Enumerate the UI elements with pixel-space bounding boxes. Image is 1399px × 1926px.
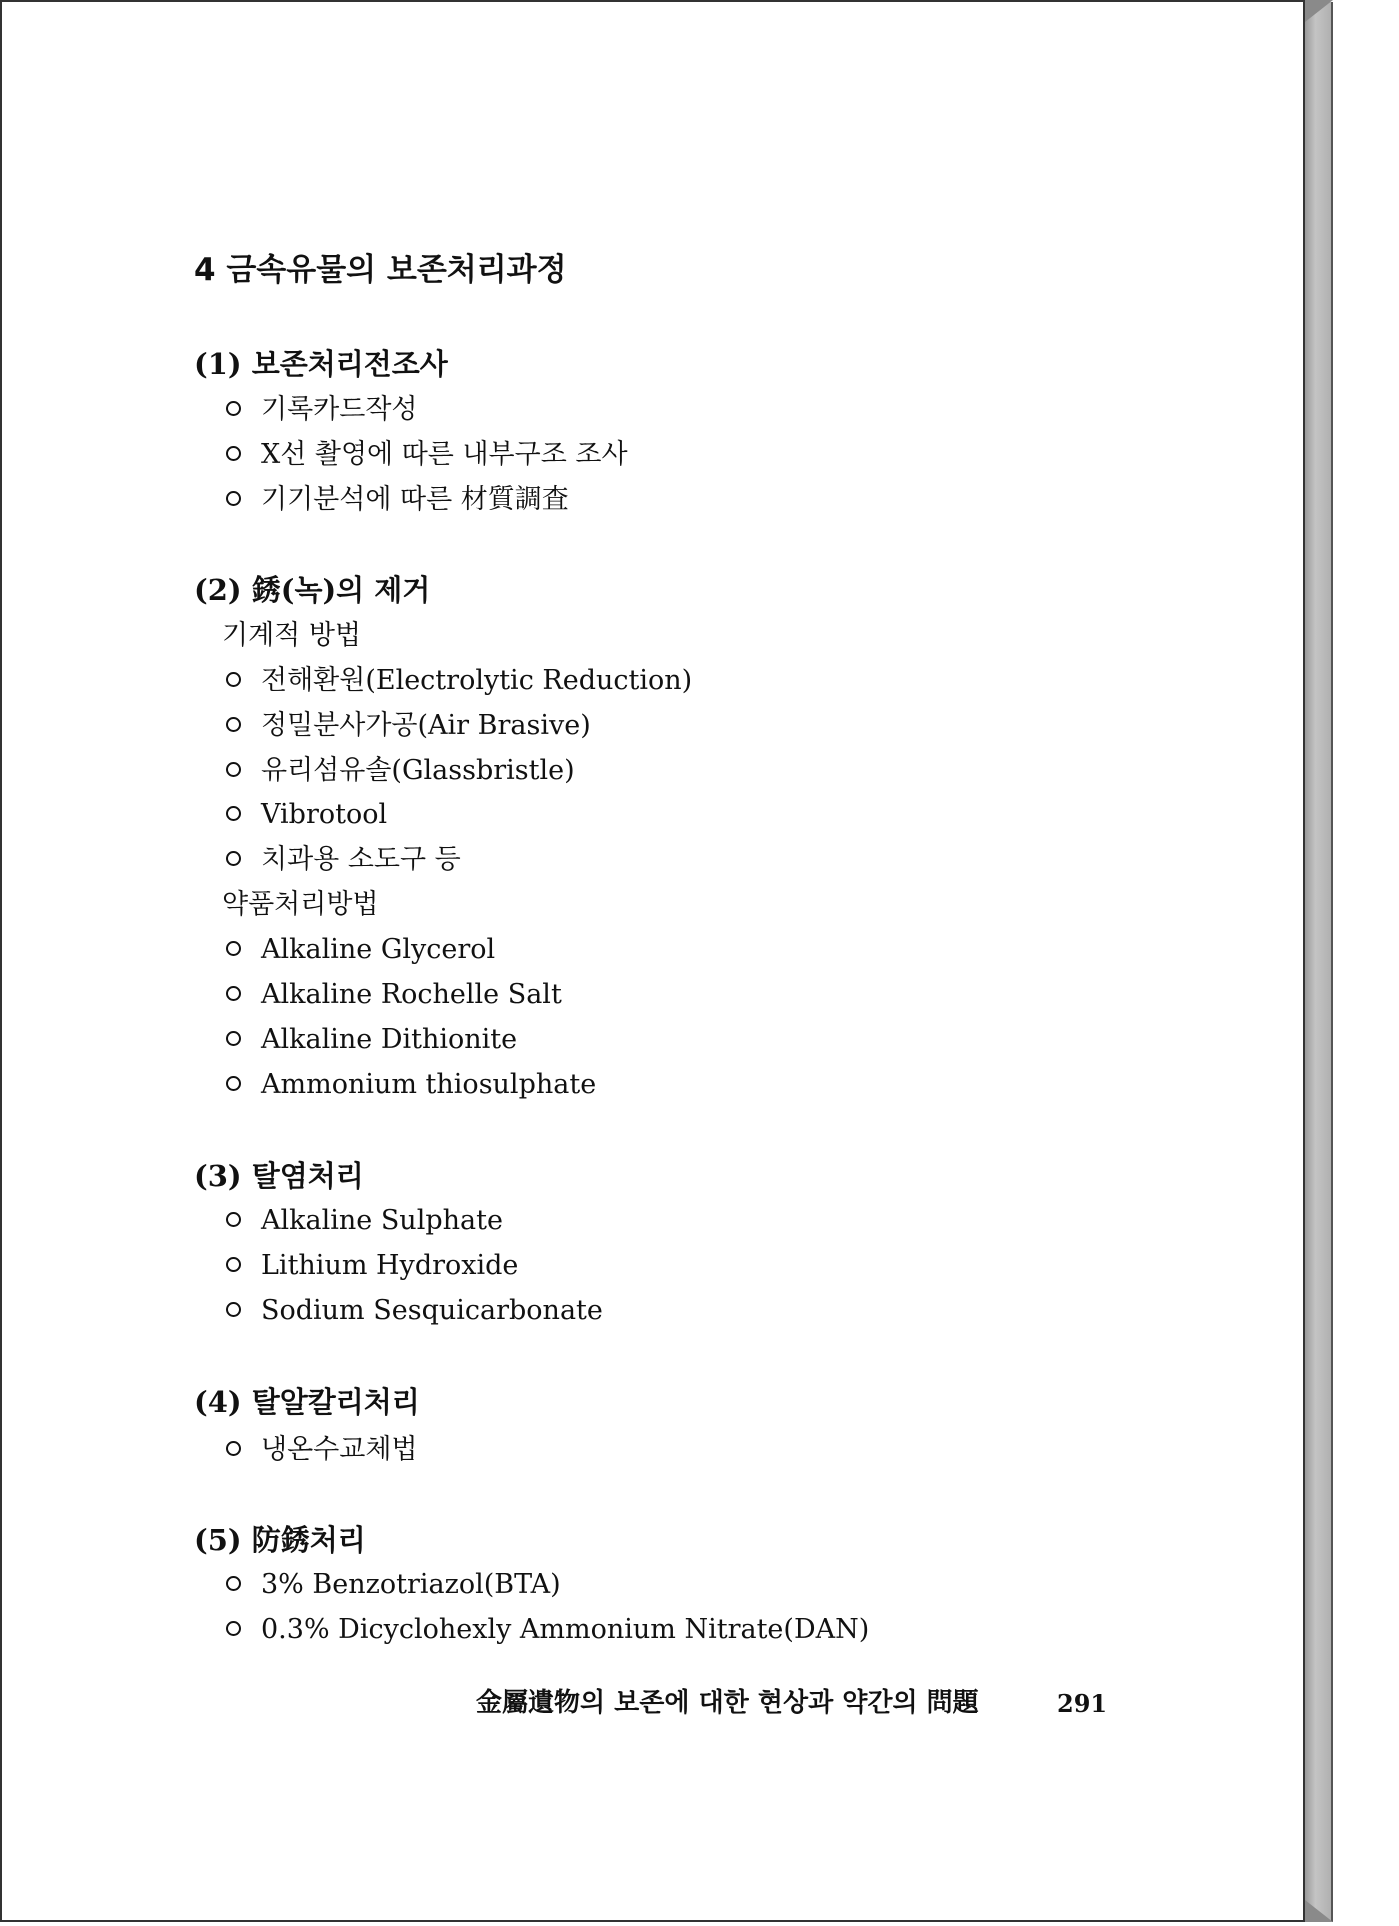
list-item-text: Alkaline Dithionite bbox=[261, 1024, 518, 1055]
list-item bbox=[226, 712, 591, 739]
bullet-icon bbox=[226, 401, 241, 416]
section-heading-4: (4) 탈알칼리처리 bbox=[194, 1385, 420, 1419]
list-item-text: Vibrotool bbox=[261, 799, 388, 830]
list-item bbox=[226, 1297, 603, 1324]
list-item-text: 정밀분사가공(Air Brasive) bbox=[261, 710, 591, 741]
bullet-icon bbox=[226, 941, 241, 956]
list-item bbox=[226, 936, 495, 963]
list-item-text: 냉온수교체법 bbox=[261, 1434, 418, 1465]
list-item bbox=[226, 486, 569, 513]
bullet-icon bbox=[226, 986, 241, 1001]
section-heading-1: (1) 보존처리전조사 bbox=[194, 347, 448, 381]
bullet-icon bbox=[226, 806, 241, 821]
bullet-icon bbox=[226, 1576, 241, 1591]
chapter-title: 4 금속유물의 보존처리과정 bbox=[194, 252, 567, 288]
list-item-text: 3% Benzotriazol(BTA) bbox=[261, 1569, 561, 1600]
bullet-icon bbox=[226, 1441, 241, 1456]
list-item bbox=[226, 441, 628, 468]
list-item bbox=[226, 667, 692, 694]
section-heading-3: (3) 탈염처리 bbox=[194, 1159, 364, 1193]
subheading: 약품처리방법 bbox=[222, 889, 379, 920]
bullet-icon bbox=[226, 672, 241, 687]
list-item bbox=[226, 1026, 517, 1053]
subheading: 기계적 방법 bbox=[222, 620, 361, 651]
section-heading-2: (2) 銹(녹)의 제거 bbox=[194, 573, 431, 607]
list-item-text: 유리섬유솔(Glassbristle) bbox=[261, 755, 575, 786]
bullet-icon bbox=[226, 1076, 241, 1091]
list-item bbox=[226, 981, 562, 1008]
bullet-icon bbox=[226, 446, 241, 461]
list-item-text: 전해환원(Electrolytic Reduction) bbox=[261, 665, 693, 696]
list-item-text: 0.3% Dicyclohexly Ammonium Nitrate(DAN) bbox=[261, 1614, 870, 1645]
list-item-text: 기기분석에 따른 材質調査 bbox=[261, 484, 569, 515]
list-item-text: X선 촬영에 따른 내부구조 조사 bbox=[261, 439, 628, 470]
page-edge bbox=[1305, 2, 1333, 1922]
page-number: 291 bbox=[1057, 1689, 1108, 1718]
bullet-icon bbox=[226, 762, 241, 777]
bullet-icon bbox=[226, 1302, 241, 1317]
list-item-text: Alkaline Sulphate bbox=[261, 1205, 503, 1236]
section-heading-5: (5) 防銹처리 bbox=[194, 1523, 366, 1557]
bullet-icon bbox=[226, 491, 241, 506]
list-item bbox=[226, 1071, 596, 1098]
list-item bbox=[226, 1616, 869, 1643]
list-item bbox=[226, 1252, 518, 1279]
list-item bbox=[226, 757, 575, 784]
list-item-text: Lithium Hydroxide bbox=[261, 1250, 519, 1281]
list-item bbox=[226, 1571, 561, 1598]
bullet-icon bbox=[226, 1621, 241, 1636]
bullet-icon bbox=[226, 1212, 241, 1227]
list-item-text: Sodium Sesquicarbonate bbox=[261, 1295, 603, 1326]
list-item bbox=[226, 1436, 418, 1463]
bullet-icon bbox=[226, 1257, 241, 1272]
running-footer-title: 金屬遺物의 보존에 대한 현상과 약간의 問題 bbox=[476, 1688, 979, 1718]
list-item bbox=[226, 396, 418, 423]
bullet-icon bbox=[226, 717, 241, 732]
list-item-text: 치과용 소도구 등 bbox=[261, 844, 461, 875]
list-item-text: 기록카드작성 bbox=[261, 394, 418, 425]
list-item-text: Alkaline Rochelle Salt bbox=[261, 979, 562, 1010]
page-edge-corner-top bbox=[1305, 0, 1333, 22]
list-item-text: Ammonium thiosulphate bbox=[261, 1069, 597, 1100]
page-edge-corner-bottom bbox=[1305, 1900, 1333, 1922]
list-item bbox=[226, 846, 461, 873]
list-item-text: Alkaline Glycerol bbox=[261, 934, 496, 965]
bullet-icon bbox=[226, 851, 241, 866]
list-item bbox=[226, 801, 387, 828]
list-item bbox=[226, 1207, 503, 1234]
bullet-icon bbox=[226, 1031, 241, 1046]
